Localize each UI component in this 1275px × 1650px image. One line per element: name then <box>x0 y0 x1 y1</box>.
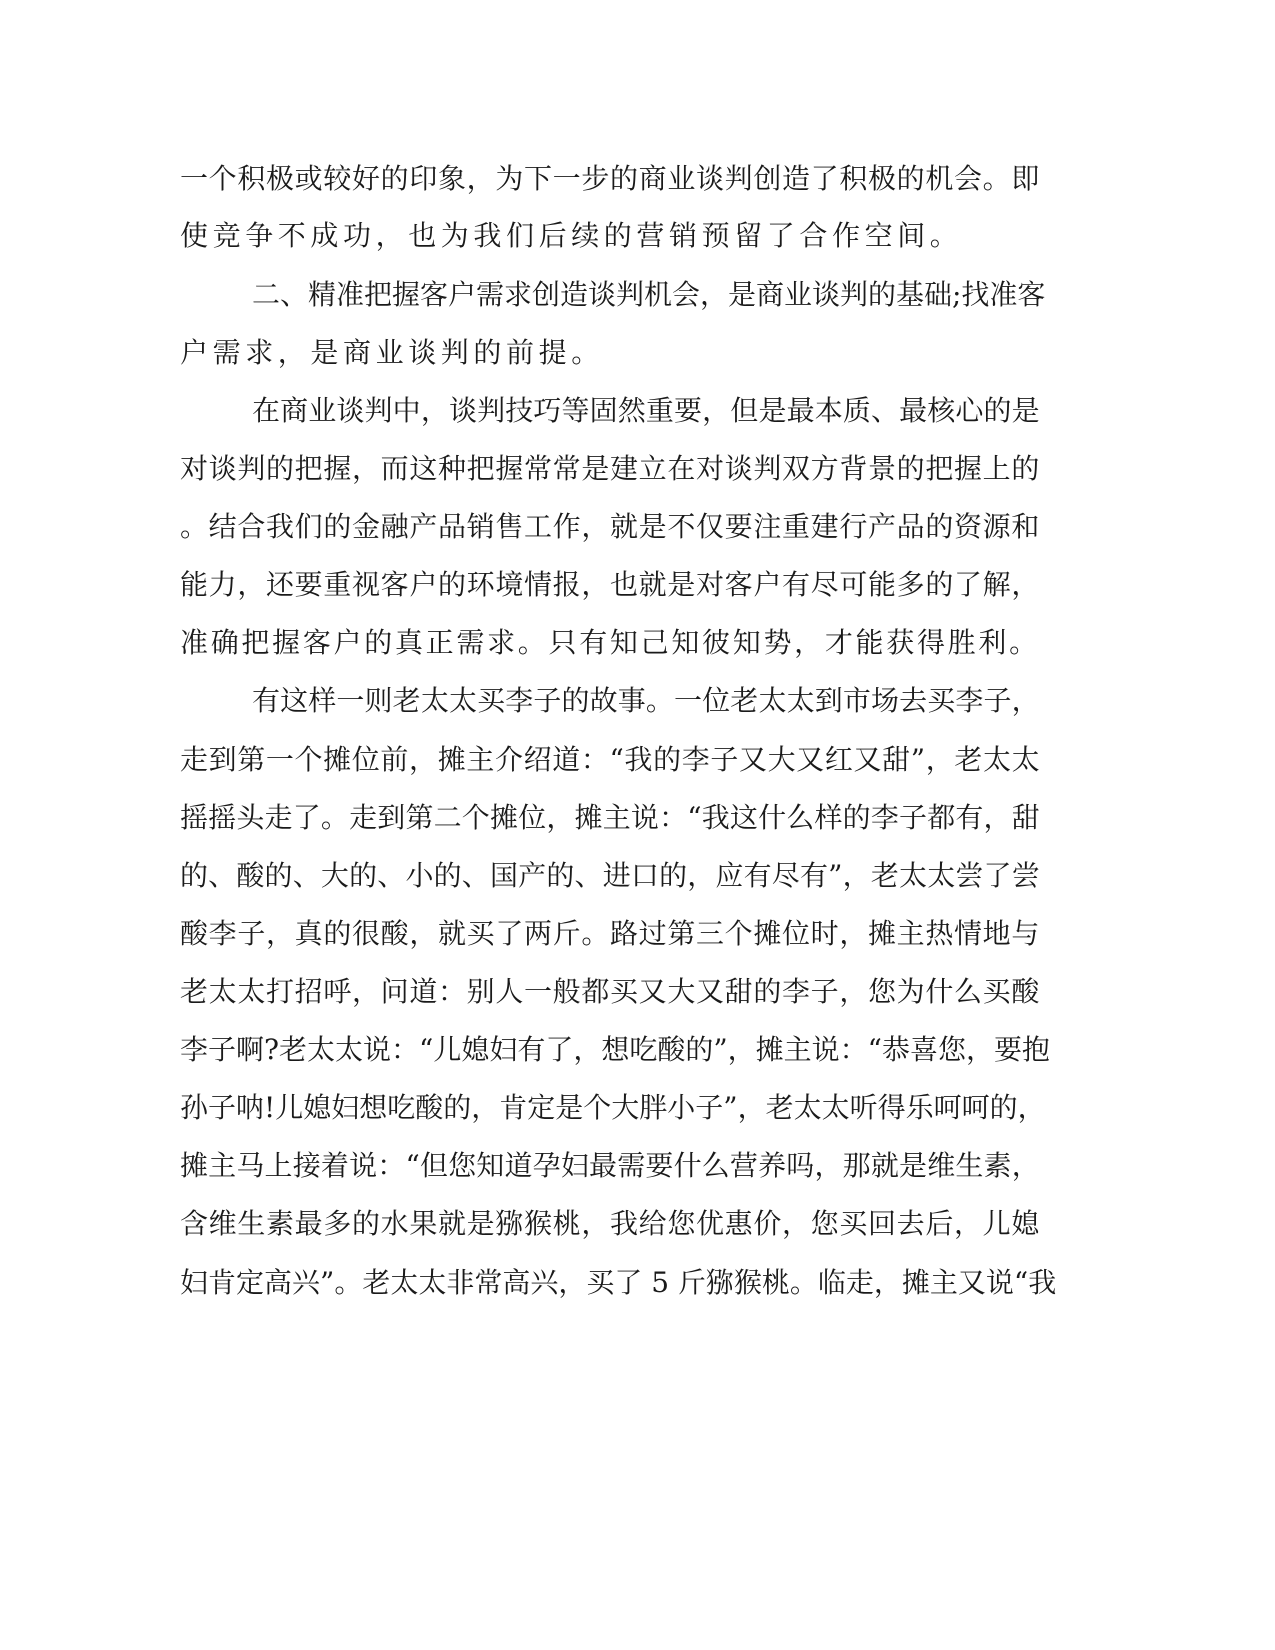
text-line: 的、酸的、大的、小的、国产的、进口的，应有尽有”，老太太尝了尝 <box>180 859 1040 892</box>
text-line: 能力，还要重视客户的环境情报，也就是对客户有尽可能多的了解， <box>180 568 1041 601</box>
text-line: 一个积极或较好的印象，为下一步的商业谈判创造了积极的机会。即 <box>180 162 1041 195</box>
text-line: 摊主马上接着说：“但您知道孕妇最需要什么营养吗，那就是维生素， <box>180 1149 1040 1182</box>
text-line: 酸李子，真的很酸，就买了两斤。路过第三个摊位时，摊主热情地与 <box>180 917 1041 950</box>
text-line: 在商业谈判中，谈判技巧等固然重要，但是最本质、最核心的是 <box>252 394 1040 427</box>
text-line: 含维生素最多的水果就是猕猴桃，我给您优惠价，您买回去后，儿媳 <box>180 1207 1041 1240</box>
text-line: 有这样一则老太太买李子的故事。一位老太太到市场去买李子， <box>252 684 1040 717</box>
text-line: 准确把握客户的真正需求。只有知己知彼知势，才能获得胜利。 <box>180 626 1040 659</box>
text-line: 老太太打招呼，问道：别人一般都买又大又甜的李子，您为什么买酸 <box>180 975 1041 1008</box>
text-line: 孙子呐!儿媳妇想吃酸的，肯定是个大胖小子”，老太太听得乐呵呵的， <box>180 1091 1046 1124</box>
text-line: 摇摇头走了。走到第二个摊位，摊主说：“我这什么样的李子都有，甜 <box>180 801 1040 834</box>
text-line: 走到第一个摊位前，摊主介绍道：“我的李子又大又红又甜”，老太太 <box>180 743 1041 776</box>
text-line: 户需求，是商业谈判的前提。 <box>180 336 604 369</box>
text-line: 。结合我们的金融产品销售工作，就是不仅要注重建行产品的资源和 <box>180 510 1041 543</box>
text-line: 对谈判的把握，而这种把握常常是建立在对谈判双方背景的把握上的 <box>180 452 1041 485</box>
text-line: 使竞争不成功，也为我们后续的营销预留了合作空间。 <box>180 219 963 252</box>
text-line: 李子啊?老太太说：“儿媳妇有了，想吃酸的”，摊主说：“恭喜您，要抱 <box>180 1033 1050 1066</box>
text-line: 妇肯定高兴”。老太太非常高兴，买了 5 斤猕猴桃。临走，摊主又说“我 <box>180 1266 1057 1299</box>
text-line: 二、精准把握客户需求创造谈判机会，是商业谈判的基础;找准客 <box>252 278 1046 311</box>
